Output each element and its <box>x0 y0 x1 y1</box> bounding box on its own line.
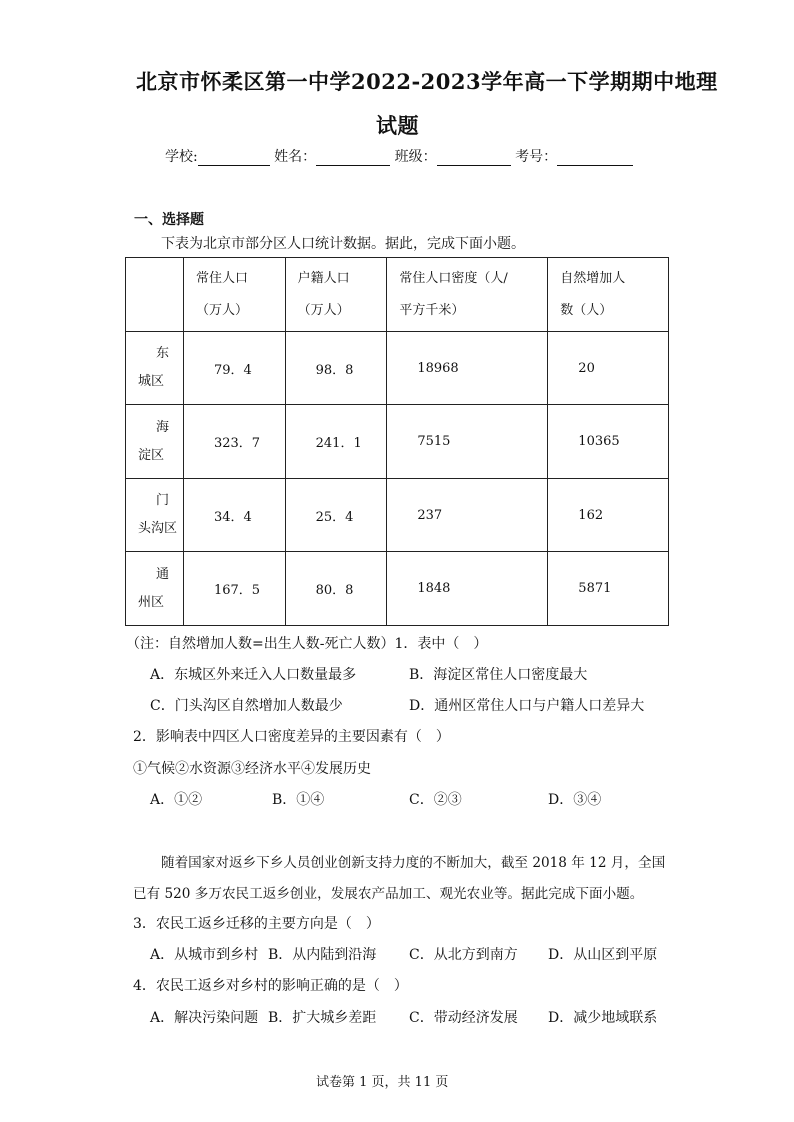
class-label: 班级： <box>394 149 437 165</box>
registered-cell: 80．8 <box>285 552 387 626</box>
q2-option-a[interactable]: A．①② <box>150 792 203 808</box>
q2-items: ①气候②水资源③经济水平④发展历史 <box>133 761 371 777</box>
header-density: 常住人口密度（人/ 平方千米） <box>387 258 548 332</box>
q1-option-a[interactable]: A．东城区外来迁入人口数量最多 <box>150 667 357 683</box>
resident-cell: 79．4 <box>183 332 285 405</box>
exam-no-blank[interactable] <box>557 151 633 166</box>
q2-option-c[interactable]: C．②③ <box>409 792 462 808</box>
density-cell: 237 <box>387 479 548 552</box>
q4-option-c[interactable]: C．带动经济发展 <box>409 1010 518 1026</box>
increase-cell: 20 <box>548 332 669 405</box>
table-header-row <box>126 258 669 332</box>
district-cell: 东 城区 <box>126 332 184 405</box>
q3-stem: 3．农民工返乡迁移的主要方向是（ ） <box>133 916 380 932</box>
group1-intro: 下表为北京市部分区人口统计数据。据此，完成下面小题。 <box>161 236 525 252</box>
registered-cell: 241．1 <box>285 405 387 479</box>
table-row <box>126 552 669 626</box>
resident-cell: 34．4 <box>183 479 285 552</box>
q3-option-d[interactable]: D．从山区到平原 <box>548 947 658 963</box>
district-cell: 通 州区 <box>126 552 184 626</box>
q2-stem: 2．影响表中四区人口密度差异的主要因素有（ ） <box>133 729 450 745</box>
name-blank[interactable] <box>316 151 390 166</box>
density-cell: 18968 <box>387 332 548 405</box>
header-resident: 常住人口 （万人） <box>183 258 285 332</box>
exam-no-label: 考号： <box>515 149 558 165</box>
q1-option-b[interactable]: B．海淀区常住人口密度最大 <box>409 667 588 683</box>
density-cell: 7515 <box>387 405 548 479</box>
section-heading: 一、选择题 <box>134 212 204 228</box>
q1-option-c[interactable]: C．门头沟区自然增加人数最少 <box>150 698 343 714</box>
table-corner-cell <box>126 258 184 332</box>
exam-title-line2: 试题 <box>376 113 419 138</box>
q1-option-d[interactable]: D．通州区常住人口与户籍人口差异大 <box>409 698 645 714</box>
header-registered: 户籍人口 （万人） <box>285 258 387 332</box>
q2-option-b[interactable]: B．①④ <box>272 792 325 808</box>
header-increase: 自然增加人 数（人） <box>548 258 669 332</box>
population-table <box>125 257 669 626</box>
table-row <box>126 405 669 479</box>
increase-cell: 5871 <box>548 552 669 626</box>
group2-intro-line1: 随着国家对返乡下乡人员创业创新支持力度的不断加大，截至 2018 年 12 月，全国 <box>161 855 666 871</box>
page-footer: 试卷第 1 页，共 11 页 <box>316 1075 449 1090</box>
name-label: 姓名： <box>274 149 317 165</box>
district-cell: 门 头沟区 <box>126 479 184 552</box>
table-row <box>126 479 669 552</box>
district-cell: 海 淀区 <box>126 405 184 479</box>
q2-option-d[interactable]: D．③④ <box>548 792 602 808</box>
q4-option-b[interactable]: B．扩大城乡差距 <box>268 1010 377 1026</box>
group2-intro-line2: 已有 520 多万农民工返乡创业，发展农产品加工、观光农业等。据此完成下面小题。 <box>133 886 644 902</box>
density-cell: 1848 <box>387 552 548 626</box>
registered-cell: 25．4 <box>285 479 387 552</box>
table-row <box>126 332 669 405</box>
q4-option-a[interactable]: A．解决污染问题 <box>150 1010 259 1026</box>
q3-option-a[interactable]: A．从城市到乡村 <box>150 947 259 963</box>
registered-cell: 98．8 <box>285 332 387 405</box>
q3-option-b[interactable]: B．从内陆到沿海 <box>268 947 377 963</box>
increase-cell: 162 <box>548 479 669 552</box>
student-info-row <box>165 146 633 166</box>
increase-cell: 10365 <box>548 405 669 479</box>
table-note-q1-stem: （注：自然增加人数=出生人数-死亡人数）1．表中（ ） <box>126 636 488 652</box>
resident-cell: 323．7 <box>183 405 285 479</box>
q4-stem: 4．农民工返乡对乡村的影响正确的是（ ） <box>133 978 408 994</box>
class-blank[interactable] <box>437 151 511 166</box>
resident-cell: 167．5 <box>183 552 285 626</box>
school-blank[interactable] <box>198 151 270 166</box>
school-label: 学校: <box>165 149 198 165</box>
exam-title-line1: 北京市怀柔区第一中学2022-2023学年高一下学期期中地理 <box>136 69 718 94</box>
q4-option-d[interactable]: D．减少地域联系 <box>548 1010 658 1026</box>
q3-option-c[interactable]: C．从北方到南方 <box>409 947 518 963</box>
